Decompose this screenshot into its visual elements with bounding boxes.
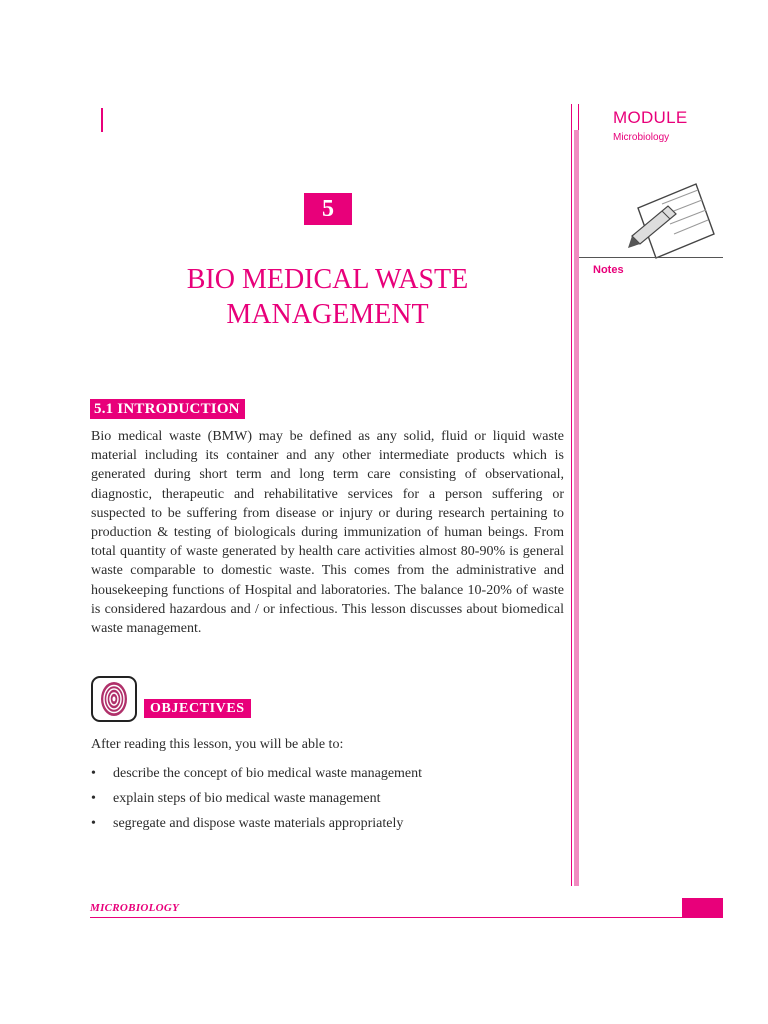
crop-mark xyxy=(101,108,103,132)
footer-subject: MICROBIOLOGY xyxy=(90,902,180,914)
notepad-pencil-icon xyxy=(618,178,718,262)
margin-bar xyxy=(574,130,579,886)
target-icon xyxy=(91,676,137,722)
section-heading-objectives: OBJECTIVES xyxy=(144,699,251,718)
objectives-list xyxy=(91,766,422,841)
module-subtitle: Microbiology xyxy=(613,132,670,143)
list-item: • segregate and dispose waste materials appropriately xyxy=(91,816,404,831)
bullet-icon: • xyxy=(91,791,96,806)
module-title: MODULE xyxy=(613,108,688,127)
chapter-number: 5 xyxy=(304,193,352,225)
chapter-title-line2: MANAGEMENT xyxy=(226,299,429,330)
chapter-title-line1: BIO MEDICAL WASTE xyxy=(186,264,469,295)
objectives-intro: After reading this lesson, you will be able to: xyxy=(91,737,344,752)
bullet-icon: • xyxy=(91,766,96,781)
bullet-icon: • xyxy=(91,816,96,831)
notes-rule xyxy=(579,257,723,258)
list-item: • explain steps of bio medical waste management xyxy=(91,791,381,806)
list-item: • describe the concept of bio medical waste management xyxy=(91,766,423,781)
page-number-box xyxy=(682,898,723,918)
margin-rule xyxy=(571,104,572,886)
notes-label: Notes xyxy=(593,264,624,276)
section-heading-introduction: 5.1 INTRODUCTION xyxy=(90,399,245,419)
chapter-title xyxy=(120,262,535,332)
introduction-paragraph: Bio medical waste (BMW) may be defined as any solid, fluid or liquid waste material including its container and any other intermediate products which is generated during short term and long term care consisting of observational, diagnostic, therapeutic and rehabilitative services for a person suffering or suspected to be suffering from disease or injury or during research pertaining to production & testing of biologicals during immunization of human beings. From total quantity of waste generated by health care activities almost 80-90% is general waste comparable to domestic waste. This comes from the administrative and housekeeping functions of Hospital and laboratories. The balance 10-20% of waste is considered hazardous and / or infectious. This lesson discusses about biomedical waste management. xyxy=(91,429,564,637)
footer-rule xyxy=(90,917,682,918)
